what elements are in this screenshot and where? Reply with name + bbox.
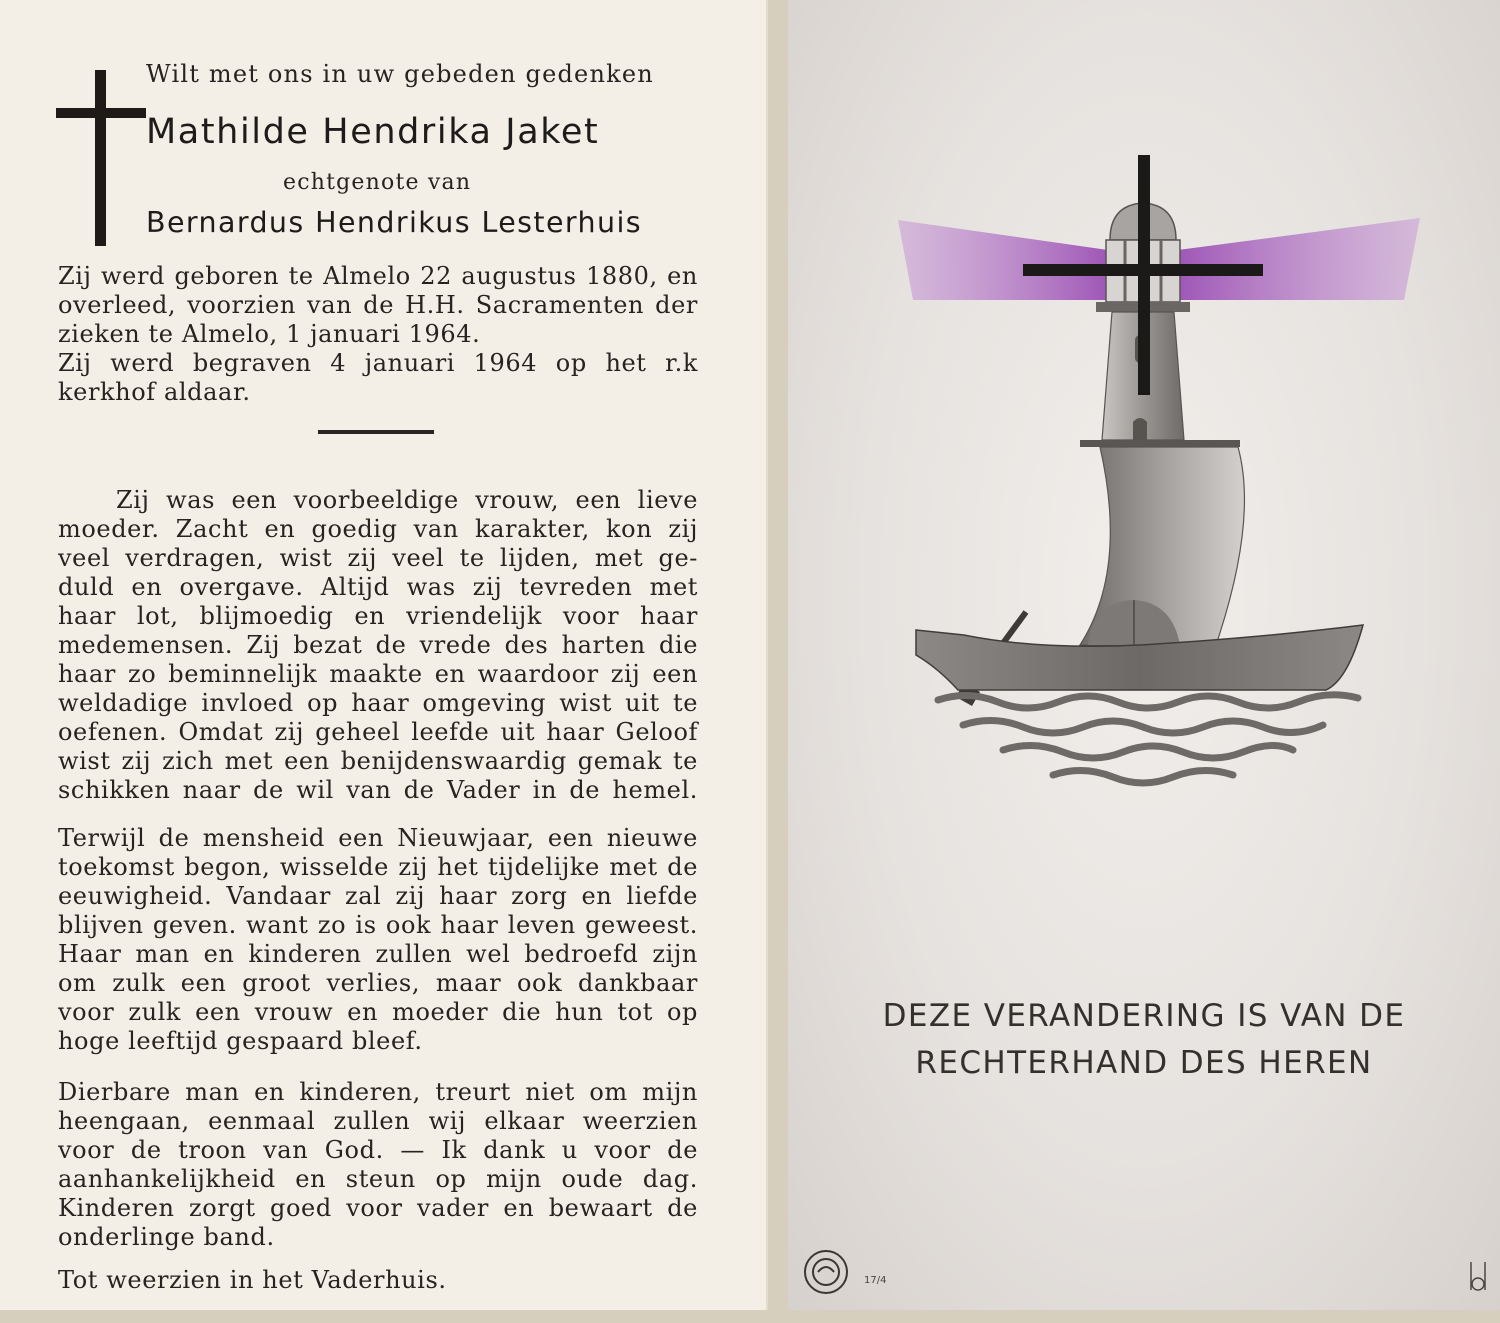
text-line: toekomst begon, wisselde zij het tijdelijke met de: [58, 853, 698, 881]
spouse-name: Bernardus Hendrikus Lesterhuis: [146, 206, 643, 239]
text-line: Terwijl de mensheid een Nieuwjaar, een nieuwe: [58, 824, 698, 852]
text-line: schikken naar de wil van de Vader in de hemel.: [58, 776, 698, 804]
deceased-name: Mathilde Hendrika Jaket: [146, 112, 600, 152]
text-line: wist zij zich met een benijdenswaardig gemak te: [58, 747, 698, 775]
text-line: medemensen. Zij bezat de vrede des harten die: [58, 631, 698, 659]
text-line: heengaan, eenmaal zullen wij elkaar weerzien: [58, 1107, 698, 1135]
text-line: om zulk een groot verlies, maar ook dankbaar: [58, 969, 698, 997]
text-line: oefenen. Omdat zij geheel leefde uit haar Geloof: [58, 718, 698, 746]
motto-line-2: RECHTERHAND DES HEREN: [915, 1045, 1373, 1081]
text-line: haar zo beminnelijk maakte en waardoor zij een: [58, 660, 698, 688]
tribute-paragraph: [58, 486, 698, 805]
text-line: Zij werd begraven 4 januari 1964 op het r.k: [58, 349, 698, 377]
illustration-panel: [788, 0, 1500, 1310]
new-year-paragraph: [58, 824, 698, 1056]
lighthouse-ship-illustration: [788, 0, 1500, 1310]
text-line: aanhankelijkheid en steun op mijn oude dag.: [58, 1165, 698, 1193]
text-line: kerkhof aldaar.: [58, 378, 251, 406]
light-ray-right: [1178, 218, 1420, 300]
text-line: Haar man en kinderen zullen wel bedroefd zijn: [58, 940, 698, 968]
text-line: veel verdragen, wist zij veel te lijden, met ge-: [58, 544, 698, 572]
text-line: overleed, voorzien van de H.H. Sacramenten der: [58, 291, 698, 319]
text-line: blijven geven. want zo is ook haar leven geweest.: [58, 911, 698, 939]
closing-line: Tot weerzien in het Vaderhuis.: [58, 1266, 447, 1294]
text-line: Dierbare man en kinderen, treurt niet om mijn: [58, 1078, 698, 1106]
motto-line-1: DEZE VERANDERING IS VAN DE: [882, 998, 1406, 1034]
text-line: voor de troon van God. — Ik dank u voor de: [58, 1136, 698, 1164]
text-line: Zij was een voorbeeldige vrouw, een lieve: [116, 486, 698, 514]
invite-line: Wilt met ons in uw gebeden gedenken: [146, 60, 654, 88]
text-line: hoge leeftijd gespaard bleef.: [58, 1027, 423, 1055]
text-line: voor zulk een vrouw en moeder die hun tot op: [58, 998, 698, 1026]
cross-icon-horizontal: [56, 108, 146, 118]
cross-icon-vertical: [95, 70, 106, 246]
publisher-code: 17/4: [864, 1275, 887, 1286]
text-line: Zij werd geboren te Almelo 22 augustus 1880, en: [58, 262, 698, 290]
printer-mark: [1471, 1262, 1485, 1290]
text-line: onderlinge band.: [58, 1223, 275, 1251]
text-line: haar lot, blijmoedig en vriendelijk voor haar: [58, 602, 698, 630]
publisher-logo: [805, 1251, 847, 1293]
text-line: weldadige invloed op haar omgeving wist uit te: [58, 689, 698, 717]
lighthouse-base: [1080, 440, 1240, 447]
farewell-paragraph: [58, 1078, 698, 1252]
text-line: zieken te Almelo, 1 januari 1964.: [58, 320, 481, 348]
text-line: duld en overgave. Altijd was zij tevreden met: [58, 573, 698, 601]
birth-death-paragraph: [58, 262, 698, 407]
text-line: moeder. Zacht en goedig van karakter, kon zij: [58, 515, 698, 543]
light-ray-left: [898, 220, 1108, 300]
text-line: eeuwigheid. Vandaar zal zij haar zorg en liefde: [58, 882, 698, 910]
sea-waves: [938, 695, 1358, 783]
spouse-label: echtgenote van: [283, 170, 472, 195]
text-line: Kinderen zorgt goed voor vader en bewaart de: [58, 1194, 698, 1222]
divider-rule: [318, 430, 434, 434]
